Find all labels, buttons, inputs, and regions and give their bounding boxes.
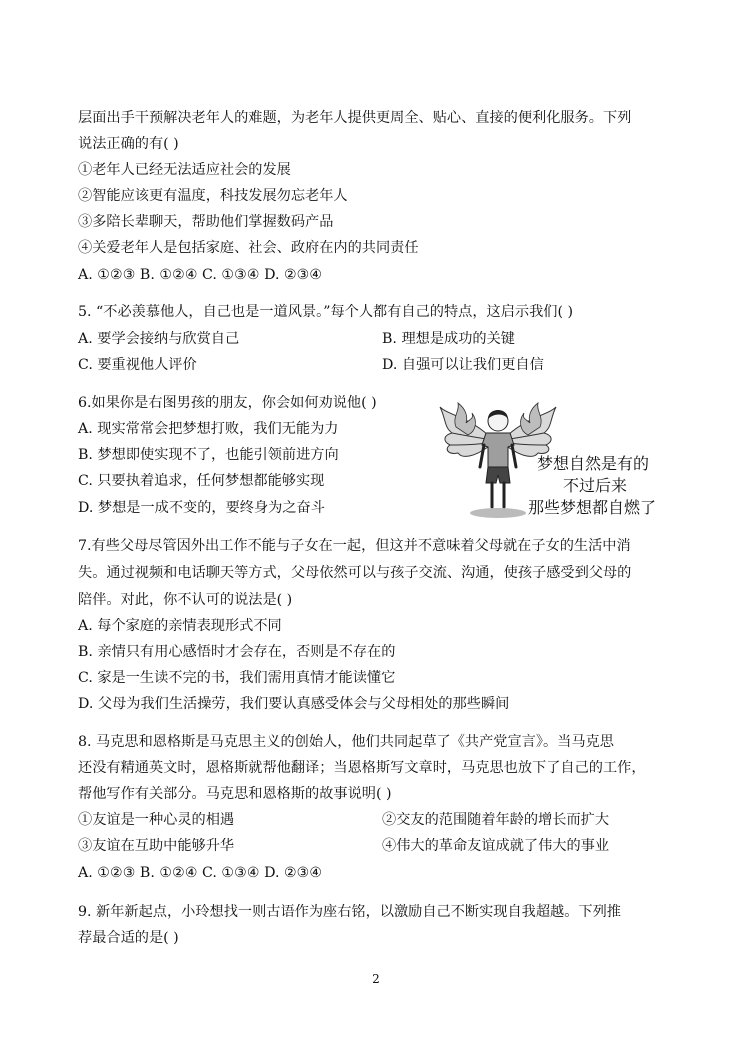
q7-stem-line-1: 7.有些父母尽管因外出工作不能与子女在一起，但这并不意味着父母就在子女的生活中消 (78, 538, 631, 554)
q4-options: A. ①②③ B. ①②④ C. ①③④ D. ②③④ (78, 267, 323, 283)
q5-option-b: B. 理想是成功的关键 (382, 331, 515, 347)
q8-stem-line-2: 还没有精通英文时，恩格斯就帮他翻译；当恩格斯写文章时，马克思也放下了自己的工作， (78, 760, 646, 776)
caption-line-3: 那些梦想都自燃了 (528, 498, 657, 517)
q6-option-a: A. 现实常常会把梦想打败，我们无能为力 (78, 421, 339, 437)
q7-stem-line-2: 失。通过视频和电话聊天等方式，父母依然可以与孩子交流、沟通，使孩子感受到父母的 (78, 565, 632, 581)
burning-wings-boy-illustration (438, 397, 678, 525)
q8-item-3: ③友谊在互助中能够升华 (78, 838, 235, 854)
q7-option-d: D. 父母为我们生活操劳，我们要认真感受体会与父母相处的那些瞬间 (78, 696, 510, 712)
q8-stem-line-1: 8. 马克思和恩格斯是马克思主义的创始人，他们共同起草了《共产党宣言》。当马克思 (78, 734, 614, 750)
q7-option-b: B. 亲情只有用心感悟时才会存在，否则是不存在的 (78, 644, 396, 660)
q5-option-d: D. 自强可以让我们更自信 (382, 357, 544, 373)
q9-stem-line-1: 9. 新年新起点，小玲想找一则古语作为座右铭，以激励自己不断实现自我超越。下列推 (78, 904, 621, 920)
q4-item-1: ①老年人已经无法适应社会的发展 (78, 162, 291, 178)
q5-stem: 5. “不必羡慕他人，自己也是一道风景。”每个人都有自己的特点，这启示我们( ) (78, 304, 574, 320)
q4-stem-line-1: 层面出手干预解决老年人的难题，为老年人提供更周全、贴心、直接的便利化服务。下列 (78, 110, 632, 126)
q7-option-a: A. 每个家庭的亲情表现形式不同 (78, 618, 282, 634)
page-number: 2 (372, 972, 380, 986)
caption-line-1: 梦想自然是有的 (537, 454, 650, 473)
q8-item-4: ④伟大的革命友谊成就了伟大的事业 (382, 838, 610, 854)
q4-stem-line-2: 说法正确的有( ) (78, 136, 179, 152)
q8-item-1: ①友谊是一种心灵的相遇 (78, 812, 235, 828)
q4-item-4: ④关爱老年人是包括家庭、社会、政府在内的共同责任 (78, 240, 419, 256)
q7-option-c: C. 家是一生读不完的书，我们需用真情才能读懂它 (78, 670, 396, 686)
q4-item-2: ②智能应该更有温度，科技发展勿忘老年人 (78, 188, 348, 204)
q8-stem-line-3: 帮他写作有关部分。马克思和恩格斯的故事说明( ) (78, 786, 392, 802)
q8-item-2: ②交友的范围随着年龄的增长而扩大 (382, 812, 610, 828)
q5-option-c: C. 要重视他人评价 (78, 357, 197, 373)
q6-option-d: D. 梦想是一成不变的，要终身为之奋斗 (78, 500, 325, 516)
q9-stem-line-2: 荐最合适的是( ) (78, 930, 179, 946)
q4-item-3: ③多陪长辈聊天，帮助他们掌握数码产品 (78, 214, 334, 230)
caption-line-2: 不过后来 (563, 476, 628, 495)
q6-option-c: C. 只要执着追求，任何梦想都能够实现 (78, 473, 325, 489)
q8-options: A. ①②③ B. ①②④ C. ①③④ D. ②③④ (78, 865, 323, 881)
q7-stem-line-3: 陪伴。对此，你不认可的说法是( ) (78, 592, 293, 608)
q6-option-b: B. 梦想即使实现不了，也能引领前进方向 (78, 447, 339, 463)
q5-option-a: A. 要学会接纳与欣赏自己 (78, 331, 240, 347)
q6-stem: 6.如果你是右图男孩的朋友，你会如何劝说他( ) (78, 395, 377, 411)
